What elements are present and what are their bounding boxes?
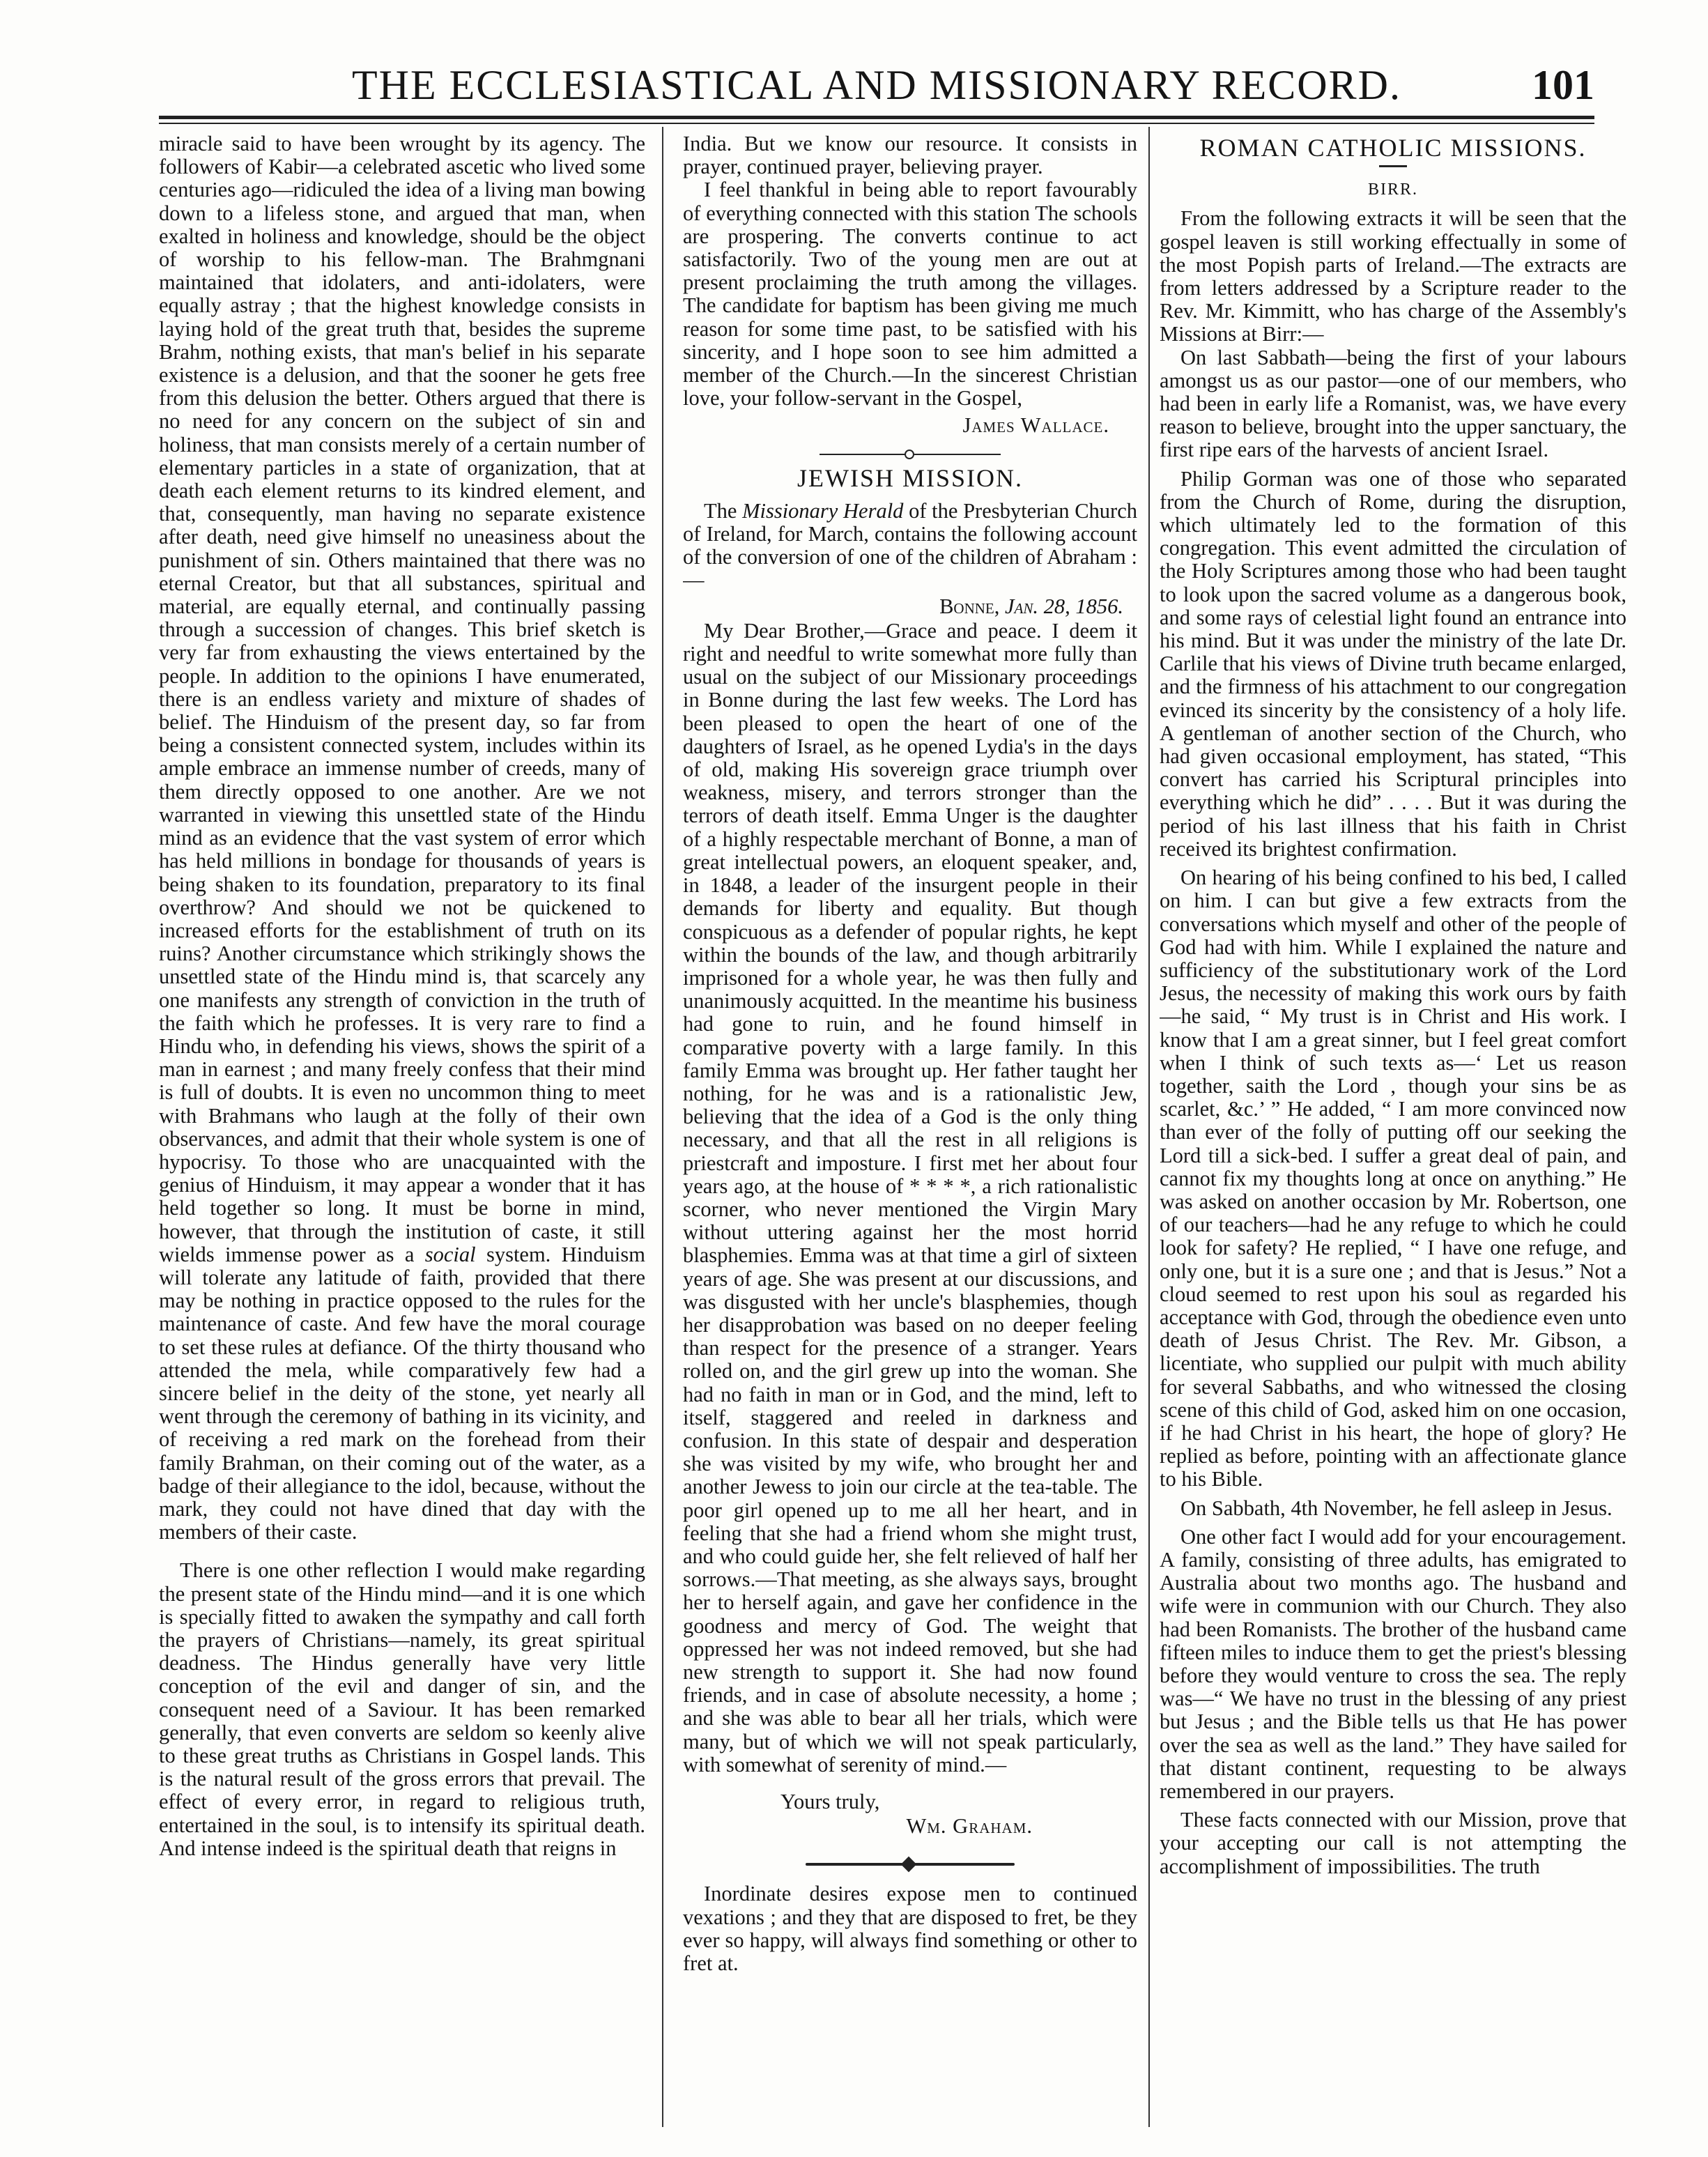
section-divider	[820, 449, 1001, 460]
page-header	[159, 61, 1594, 117]
column-right	[1160, 132, 1626, 2133]
paragraph: India. But we know our resource. It consists in prayer, continued prayer, believing prayer.	[683, 132, 1137, 179]
paragraph: These facts connected with our Mission, prove that your accepting our call is not attempting the accomplishment of impossibilities. The truth	[1160, 1808, 1626, 1878]
header-rule-thick	[159, 116, 1594, 119]
letter-body: My Dear Brother,—Grace and peace. I deem it right and needful to write somewhat more fully than usual on the subject of our Missionary proceedings in Bonne during the last few weeks. The Lord has been pleased to open the heart of one of the daughters of Israel, as he opened Lydia's in the days of old, making His sovereign grace triumph over weakness, misery, and terrors stronger than the terrors of death itself. Emma Unger is the daughter of a highly respectable merchant of Bonne, a man of great intellectual powers, an eloquent speaker, and, in 1848, a leader of the insurgent people in their demands for liberty and equality. But though conspicuous as a defender of popular rights, he kept within the bounds of the law, and though arbitrarily imprisoned for a whole year, he was then fully and unanimously acquitted. In the meantime his business had gone to ruin, and he found himself in comparative poverty with a large family. In this family Emma was brought up. Her father taught her nothing, for he was and is a rationalistic Jew, believing that the idea of a God is the only thing necessary, and that all the rest in all religions is priestcraft and imposture. I first met her about four years ago, at the house of * * * *, a rich rationalistic scorner, who never mentioned the Virgin Mary without uttering against her the most horrid blasphemies. Emma was at that time a girl of sixteen years of age. She was present at our discussions, and was disgusted with her uncle's blasphemies, though her disapprobation was based on no deeper feeling than respect for the presence of a stranger. Years rolled on, and the girl grew up into the woman. She had no faith in man or in God, and the mind, left to itself, staggered and reeled in darkness and confusion. In this state of despair and desperation she was visited by my wife, who brought her and another Jewess to join our circle at the tea-table. The poor girl opened up to me all her heart, and in feeling that she had a friend whom she might trust, and who could guide her, she felt relieved of half her sorrows.—That meeting, as she always says, brought her to herself again, and gave her confidence in the goodness and mercy of God. The weight that oppressed her was not indeed removed, but she had new strength to support it. She had now found friends, and in case of absolute necessity, a home ; and she was able to bear all her trials, which were many, but of which we will not speak particularly, with somewhat of serenity of mind.—	[683, 618, 1137, 1776]
dateline: Bonne, Jan. 28, 1856.	[939, 594, 1123, 618]
subheading-birr: BIRR.	[1367, 181, 1418, 199]
maxim: Inordinate desires expose men to continued vexations ; and they that are disposed to fret, be they ever so happy, will always find something or other to fret at.	[683, 1882, 1137, 1976]
section-heading-jewish-mission: JEWISH MISSION.	[797, 463, 1023, 492]
section-divider	[806, 1859, 1015, 1870]
column-divider	[1148, 127, 1150, 2127]
paragraph: The Missionary Herald of the Presbyterian Church of Ireland, for March, contains the following account of the conversion of one of the children of Abraham :—	[683, 498, 1137, 592]
paragraph: miracle said to have been wrought by its agency. The followers of Kabir—a celebrated ascetic who lived some centuries ago—ridiculed the idea of a living man bowing down to a lifeless stone, and argued that man, when exalted in holiness and knowledge, should be the object of worship to his fellow-man. The Brahmgnani maintained that idolaters, and anti-idolaters, were equally astray ; that the highest knowledge consists in laying hold of the great truth that, besides the supreme Brahm, nothing exists, that man's belief in his separate existence is a delusion, and that the sooner he gets free from this delusion the better. Others argued that there is no need for any concern on the subject of sin and holiness, that man consists merely of a certain number of elementary particles in a state of organization, that at death each element returns to its kindred element, and that, consequently, man having no separate existence after death, need give himself no uneasiness about the punishment of sin. Others maintained that there was no eternal Creator, but that all substances, spiritual and material, are equally eternal, and continually passing through a succession of changes. This brief sketch is very far from exhausting the views entertained by the people. In addition to the opinions I have enumerated, there is an endless variety and mixture of shades of belief. The Hinduism of the present day, so far from being a consistent connected system, includes within its ample embrace an immense number of creeds, many of them directly opposed to one another. Are we not warranted in viewing this unsettled state of the Hindu mind as an evidence that the vast system of error which has held millions in bondage for thousands of years is being shaken to its foundation, preparatory to its final overthrow? And should we not be quickened to increased efforts for the establishment of truth on its ruins? Another circumstance which strikingly shows the unsettled state of the Hindu mind is, that scarcely any one manifests any strength of conviction in the truth of the faith which he professes. It is very rare to find a Hindu who, in defending his views, shows the spirit of a man in earnest ; and many freely confess that their mind is full of doubts. It is even no uncommon thing to meet with Brahmans who laugh at the folly of their own observances, and admit that their whole system is one of hypocrisy. To those who are unacquainted with the genius of Hinduism, it may appear a wonder that it has held together so long. It must be borne in mind, however, that through the institution of caste, it still wields immense power as a social system. Hinduism will tolerate any latitude of faith, provided that there may be nothing in practice opposed to the rules for the maintenance of caste. And few have the moral courage to set these rules at defiance. Of the thirty thousand who attended the mela, while comparatively few had a sincere belief in the deity of the stone, yet nearly all went through the ceremony of bathing in its vicinity, and of receiving a red mark on the forehead from their family Brahman, on their coming out of the water, as a badge of their allegiance to the idol, because, without the mark, they could not have dined that day with the members of their caste.	[159, 132, 645, 1544]
column-divider	[662, 127, 663, 2127]
paragraph: On hearing of his being confined to his bed, I called on him. I can but give a few extracts from the conversations which myself and other of the people of God had with him. While I explained the nature and sufficiency of the substitutionary work of the Lord Jesus, the necessity of making this work ours by faith—he said, “ My trust is in Christ and His work. I know that I am a great sinner, but I feel great comfort when I think of such texts as—‘ Let us reason together, saith the Lord , though your sins be as scarlet, &c.’ ” He added, “ I am more convinced now than ever of the folly of putting off our seeking the Lord till a sick-bed. I suffer a great deal of pain, and cannot fix my thoughts long at once on anything.” He was asked on another occasion by Mr. Robertson, one of our teachers—had he any refuge to which he could look for safety? He replied, “ I have one refuge, and only one, but it is a sure one ; and that is Jesus.” Not a cloud seemed to rest upon his soul as regarded his acceptance with God, through the obedience even unto death of Jesus Christ. The Rev. Mr. Gibson, a licentiate, who supplied our pulpit with much ability for several Sabbaths, and who witnessed the closing scene of this child of God, asked him on one occasion, if he had Christ in his heart, the hope of glory? He replied as before, pointing with an affectionate glance to his Bible.	[1160, 866, 1626, 1491]
page-number: 101	[1532, 62, 1594, 108]
letter-closing: Yours truly,	[780, 1790, 880, 1814]
paragraph: On Sabbath, 4th November, he fell asleep in Jesus.	[1180, 1496, 1613, 1520]
paragraph: Philip Gorman was one of those who separated from the Church of Rome, during the disruption, which ultimately led to the formation of this congregation. This event admitted the circulation of the Holy Scriptures among those who had been taught to look upon the sacred volume as a dangerous book, and some rays of celestial light found an entrance into his mind. But it was under the ministry of the late Dr. Carlile that his views of Divine truth became enlarged, and the firmness of his attachment to our congregation evinced its sincerity by the consistency of a holy life. A gentleman of another section of the Church, who had given occasional employment, has stated, “This convert has carried his Scriptural principles into everything which he did” . . . . But it was during the period of his last illness that his faith in Christ received its brightest confirmation.	[1160, 466, 1626, 861]
column-left	[159, 132, 645, 2133]
paragraph: There is one other reflection I would make regarding the present state of the Hindu mind—and it is one which is specially fitted to awaken the sympathy and call forth the prayers of Christians—namely, its great spiritual deadness. The Hindus generally have very little conception of the evil and danger of sin, and the consequent need of a Saviour. It has been remarked generally, that even converts are seldom so keenly alive to these great truths as Christians in Gospel lands. This is the natural result of the gross errors that prevail. The effect of every error, in regard to religious truth, entertained in the soul, is to intensify its spiritual death. And intense indeed is the spiritual death that reigns in	[159, 1558, 645, 1860]
column-middle	[683, 132, 1137, 2133]
paragraph: One other fact I would add for your encouragement. A family, consisting of three adults, has emigrated to Australia about two months ago. The husband and wife were in communion with our Church. They also had been Romanists. The brother of the husband came fifteen miles to induce them to get the priest's blessing before they would venture to cross the sea. The reply was—“ We have no trust in the blessing of any priest but Jesus ; and the Bible tells us that He has power over the sea as well as the land.” They have sailed for that distant continent, requesting to be always remembered in our prayers.	[1160, 1524, 1626, 1804]
running-title: THE ECCLESIASTICAL AND MISSIONARY RECORD.	[352, 62, 1401, 108]
signature: Wm. Graham.	[906, 1814, 1033, 1839]
signature: James Wallace.	[962, 413, 1109, 438]
section-heading-roman-catholic-missions: ROMAN CATHOLIC MISSIONS.	[1199, 134, 1587, 162]
paragraph: From the following extracts it will be seen that the gospel leaven is still working effectually in some of the most Popish parts of Ireland.—The extracts are from letters addressed by a Scripture reader to the Rev. Mr. Kimmitt, who has charge of the Assembly's Missions at Birr:—	[1160, 206, 1626, 346]
heading-rule	[1379, 165, 1407, 167]
paragraph: I feel thankful in being able to report favourably of everything connected with this station The schools are prospering. The converts continue to act satisfactorily. Two of the young men are out at present proclaiming the truth among the villages. The candidate for baptism has been giving me much reason for some time past, to be satisfied with his sincerity, and I hope soon to see him admitted a member of the Church.—In the sincerest Christian love, your follow-servant in the Gospel,	[683, 178, 1137, 410]
header-rule-thin	[159, 123, 1594, 124]
paragraph: On last Sabbath—being the first of your labours amongst us as our pastor—one of our members, who had been in early life a Romanist, was, we have every reason to believe, brought into the upper sanctuary, the first ripe ears of the harvests of ancient Israel.	[1160, 345, 1626, 462]
